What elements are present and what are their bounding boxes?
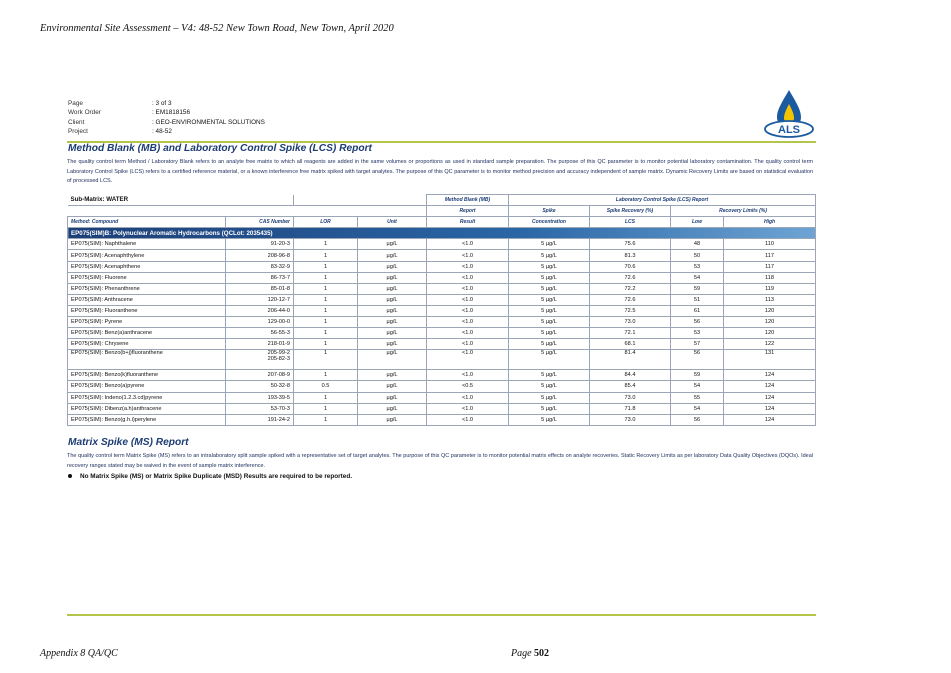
cell-concentration: 5 µg/L bbox=[509, 283, 590, 294]
cell-high: 117 bbox=[724, 250, 816, 261]
cell-compound: EP075(SIM): Fluoranthene bbox=[68, 305, 226, 316]
cell-lor: 1 bbox=[294, 350, 358, 370]
cell-compound: EP075(SIM): Naphthalene bbox=[68, 239, 226, 250]
cas-number-primary: 205-99-2 bbox=[267, 350, 290, 357]
cell-lcs: 72.2 bbox=[590, 283, 671, 294]
cell-lor: 1 bbox=[294, 294, 358, 305]
footer-appendix: Appendix 8 QA/QC bbox=[40, 648, 118, 659]
cell-high: 124 bbox=[724, 370, 816, 381]
sub-matrix bbox=[68, 195, 294, 206]
cell-lor: 1 bbox=[294, 272, 358, 283]
cell-result: <1.0 bbox=[427, 392, 509, 403]
cell-unit: µg/L bbox=[358, 250, 427, 261]
cell-lcs: 71.8 bbox=[590, 403, 671, 414]
meta-value: : 48-52 bbox=[152, 127, 172, 135]
group-label: EP075(SIM)B: Polynuclear Aromatic Hydrocarbons (QCLot: 2035435) bbox=[68, 228, 816, 239]
cell-unit: µg/L bbox=[358, 317, 427, 328]
cell-result: <1.0 bbox=[427, 261, 509, 272]
cell-high: 124 bbox=[724, 392, 816, 403]
cell-low: 54 bbox=[671, 272, 724, 283]
cell-compound: EP075(SIM): Acenaphthene bbox=[68, 261, 226, 272]
sub-matrix-value: WATER bbox=[106, 196, 129, 204]
meta-row-project bbox=[68, 127, 265, 136]
cell-lcs: 72.6 bbox=[590, 272, 671, 283]
cell-concentration: 5 µg/L bbox=[509, 272, 590, 283]
cell-lcs: 81.4 bbox=[590, 350, 671, 370]
cell-lcs: 81.3 bbox=[590, 250, 671, 261]
cell-low: 59 bbox=[671, 283, 724, 294]
footer-page bbox=[511, 648, 549, 659]
cell-concentration: 5 µg/L bbox=[509, 239, 590, 250]
meta-row-work-order bbox=[68, 108, 265, 117]
ms-bullet bbox=[68, 473, 352, 480]
cell-high: 110 bbox=[724, 239, 816, 250]
als-logo bbox=[763, 88, 815, 140]
cell-unit: µg/L bbox=[358, 294, 427, 305]
meta-label: Client bbox=[68, 118, 85, 126]
cell-low: 56 bbox=[671, 317, 724, 328]
cell-lcs: 72.6 bbox=[590, 294, 671, 305]
header-mb-report: Report bbox=[427, 206, 509, 217]
cell-result: <1.0 bbox=[427, 339, 509, 350]
table-row bbox=[68, 294, 816, 305]
cell-high: 118 bbox=[724, 272, 816, 283]
col-low: Low bbox=[671, 217, 724, 228]
cell-low: 57 bbox=[671, 339, 724, 350]
cell-cas-number: 91-20-3 bbox=[226, 239, 294, 250]
table-row bbox=[68, 283, 816, 294]
cell-unit: µg/L bbox=[358, 381, 427, 392]
meta-label: Project bbox=[68, 127, 88, 135]
cell-low: 53 bbox=[671, 328, 724, 339]
table-header-row-1 bbox=[68, 195, 816, 206]
cell-cas-number: 53-70-3 bbox=[226, 403, 294, 414]
cell-cas-number: 193-39-5 bbox=[226, 392, 294, 403]
cell-cas-number: 208-96-8 bbox=[226, 250, 294, 261]
cell-low: 56 bbox=[671, 350, 724, 370]
ms-section-description: The quality control term Matrix Spike (MS) refers to an intralaboratory split sample spiked with a representative set of target analytes. The purpose of this QC parameter is to monitor potential matrix effects on analyte recoveries. Static Recovery Limits as per laboratory Data Quality Objectives (DQOs). Ideal recovery ranges stated may be waived in the event of sample matrix interference. bbox=[67, 453, 813, 469]
table-body bbox=[68, 239, 816, 425]
cell-compound: EP075(SIM): Benzo(b+j)fluoranthene bbox=[68, 350, 226, 370]
table-row bbox=[68, 239, 816, 250]
cell-lcs: 75.6 bbox=[590, 239, 671, 250]
col-concentration: Concentration bbox=[509, 217, 590, 228]
header-method-blank: Method Blank (MB) bbox=[427, 195, 509, 206]
cell-lcs: 73.0 bbox=[590, 392, 671, 403]
cell-high: 117 bbox=[724, 261, 816, 272]
cell-high: 124 bbox=[724, 381, 816, 392]
cell-cas-number: 206-44-0 bbox=[226, 305, 294, 316]
als-logo-text: ALS bbox=[778, 124, 800, 136]
cell-lor: 1 bbox=[294, 305, 358, 316]
cell-lor: 1 bbox=[294, 283, 358, 294]
document-header: Environmental Site Assessment – V4: 48-52 New Town Road, New Town, April 2020 bbox=[40, 23, 394, 34]
cell-lcs: 84.4 bbox=[590, 370, 671, 381]
lcs-section-title: Method Blank (MB) and Laboratory Control Spike (LCS) Report bbox=[68, 143, 372, 154]
cell-low: 56 bbox=[671, 414, 724, 425]
cell-lcs: 72.5 bbox=[590, 305, 671, 316]
cell-high: 113 bbox=[724, 294, 816, 305]
header-spike-recovery: Spike Recovery (%) bbox=[590, 206, 671, 217]
cell-lcs: 72.1 bbox=[590, 328, 671, 339]
cell-unit: µg/L bbox=[358, 414, 427, 425]
cell-unit: µg/L bbox=[358, 392, 427, 403]
cell-unit: µg/L bbox=[358, 305, 427, 316]
cell-cas-number bbox=[226, 350, 294, 370]
table-row bbox=[68, 414, 816, 425]
cell-lor: 1 bbox=[294, 370, 358, 381]
cell-high: 122 bbox=[724, 339, 816, 350]
lcs-section-description: The quality control term Method / Laboratory Blank refers to an analyte free matrix to which all reagents are added in the same volumes or proportions as used in standard sample preparation. The purpose of this QC parameter is to monitor potential laboratory contamination. The quality control term Laboratory Control Spike (LCS) refers to a certified reference material, or a known interference free matrix spiked with target analytes. The purpose of this QC parameter is to monitor method precision and accuracy independent of sample matrix. Dynamic Recovery Limits are based on statistical evaluation of processed LCS. bbox=[67, 159, 813, 185]
cell-unit: µg/L bbox=[358, 272, 427, 283]
table-row bbox=[68, 317, 816, 328]
cell-result: <1.0 bbox=[427, 328, 509, 339]
cell-low: 55 bbox=[671, 392, 724, 403]
cas-number-secondary: 205-82-3 bbox=[267, 356, 290, 363]
col-lor: LOR bbox=[294, 217, 358, 228]
cell-result: <0.5 bbox=[427, 381, 509, 392]
footer-page-label: Page bbox=[511, 648, 532, 659]
col-result: Result bbox=[427, 217, 509, 228]
cell-lcs: 70.6 bbox=[590, 261, 671, 272]
cell-cas-number: 191-24-2 bbox=[226, 414, 294, 425]
cell-lcs: 85.4 bbox=[590, 381, 671, 392]
group-row bbox=[68, 228, 816, 239]
table-row bbox=[68, 305, 816, 316]
cell-high: 120 bbox=[724, 305, 816, 316]
table-header-row-3 bbox=[68, 217, 816, 228]
cell-unit: µg/L bbox=[358, 328, 427, 339]
table-row bbox=[68, 261, 816, 272]
cell-lor: 0.5 bbox=[294, 381, 358, 392]
cell-unit: µg/L bbox=[358, 403, 427, 414]
col-lcs: LCS bbox=[590, 217, 671, 228]
ms-bullet-text: No Matrix Spike (MS) or Matrix Spike Duplicate (MSD) Results are required to be reported. bbox=[80, 473, 353, 480]
cell-unit: µg/L bbox=[358, 339, 427, 350]
cell-concentration: 5 µg/L bbox=[509, 370, 590, 381]
cell-result: <1.0 bbox=[427, 317, 509, 328]
cell-concentration: 5 µg/L bbox=[509, 317, 590, 328]
cell-compound: EP075(SIM): Fluorene bbox=[68, 272, 226, 283]
cell-compound: EP075(SIM): Acenaphthylene bbox=[68, 250, 226, 261]
cell-result: <1.0 bbox=[427, 403, 509, 414]
ms-section-title: Matrix Spike (MS) Report bbox=[68, 437, 189, 448]
cell-compound: EP075(SIM): Benzo(g.h.i)perylene bbox=[68, 414, 226, 425]
header-spacer bbox=[68, 206, 427, 217]
cell-result: <1.0 bbox=[427, 250, 509, 261]
cell-compound: EP075(SIM): Indeno(1.2.3.cd)pyrene bbox=[68, 392, 226, 403]
cell-high: 124 bbox=[724, 403, 816, 414]
meta-value: : 3 of 3 bbox=[152, 100, 172, 107]
header-recovery-limits: Recovery Limits (%) bbox=[671, 206, 816, 217]
cell-cas-number: 85-01-8 bbox=[226, 283, 294, 294]
col-cas-number: CAS Number bbox=[226, 217, 294, 228]
cell-cas-number: 207-08-9 bbox=[226, 370, 294, 381]
table-row bbox=[68, 328, 816, 339]
cell-cas-number: 83-32-9 bbox=[226, 261, 294, 272]
cell-cas-number: 129-00-0 bbox=[226, 317, 294, 328]
cell-result: <1.0 bbox=[427, 272, 509, 283]
cell-lor: 1 bbox=[294, 250, 358, 261]
cell-low: 51 bbox=[671, 294, 724, 305]
cell-lor: 1 bbox=[294, 261, 358, 272]
cell-result: <1.0 bbox=[427, 414, 509, 425]
cell-concentration: 5 µg/L bbox=[509, 328, 590, 339]
cell-compound: EP075(SIM): Pyrene bbox=[68, 317, 226, 328]
cell-unit: µg/L bbox=[358, 370, 427, 381]
cell-high: 119 bbox=[724, 283, 816, 294]
cell-lor: 1 bbox=[294, 392, 358, 403]
cell-lcs: 73.0 bbox=[590, 414, 671, 425]
cell-unit: µg/L bbox=[358, 261, 427, 272]
cell-cas-number: 56-55-3 bbox=[226, 328, 294, 339]
cell-unit: µg/L bbox=[358, 239, 427, 250]
cell-result: <1.0 bbox=[427, 370, 509, 381]
cell-high: 120 bbox=[724, 317, 816, 328]
table-row bbox=[68, 272, 816, 283]
meta-row-client bbox=[68, 118, 265, 127]
header-lcs-report: Laboratory Control Spike (LCS) Report bbox=[509, 195, 816, 206]
footer-page-number: 502 bbox=[534, 648, 550, 659]
header-spacer bbox=[294, 195, 427, 206]
cell-concentration: 5 µg/L bbox=[509, 294, 590, 305]
cell-lor: 1 bbox=[294, 239, 358, 250]
meta-label: Page bbox=[68, 100, 83, 107]
cell-compound: EP075(SIM): Anthracene bbox=[68, 294, 226, 305]
cell-lor: 1 bbox=[294, 403, 358, 414]
cell-concentration: 5 µg/L bbox=[509, 392, 590, 403]
table-row bbox=[68, 350, 816, 370]
table-row bbox=[68, 392, 816, 403]
cell-high: 124 bbox=[724, 414, 816, 425]
cell-result: <1.0 bbox=[427, 305, 509, 316]
table-row bbox=[68, 339, 816, 350]
meta-row-page bbox=[68, 99, 265, 108]
cell-concentration: 5 µg/L bbox=[509, 414, 590, 425]
cell-lor: 1 bbox=[294, 339, 358, 350]
cell-low: 54 bbox=[671, 381, 724, 392]
cell-cas-number: 218-01-9 bbox=[226, 339, 294, 350]
cell-result: <1.0 bbox=[427, 350, 509, 370]
cell-lcs: 73.0 bbox=[590, 317, 671, 328]
cell-result: <1.0 bbox=[427, 283, 509, 294]
cell-concentration: 5 µg/L bbox=[509, 305, 590, 316]
cell-result: <1.0 bbox=[427, 294, 509, 305]
cell-low: 61 bbox=[671, 305, 724, 316]
cell-concentration: 5 µg/L bbox=[509, 339, 590, 350]
bullet-dot-icon bbox=[68, 474, 72, 478]
cell-unit: µg/L bbox=[358, 350, 427, 370]
col-unit: Unit bbox=[358, 217, 427, 228]
meta-value: : GEO-ENVIRONMENTAL SOLUTIONS bbox=[152, 118, 265, 126]
report-meta bbox=[68, 99, 265, 136]
cell-low: 53 bbox=[671, 261, 724, 272]
cell-compound: EP075(SIM): Phenanthrene bbox=[68, 283, 226, 294]
meta-value: : EM1818156 bbox=[152, 109, 191, 117]
mb-lcs-table bbox=[67, 194, 816, 426]
cell-cas-number: 86-73-7 bbox=[226, 272, 294, 283]
cell-compound: EP075(SIM): Benzo(a)pyrene bbox=[68, 381, 226, 392]
cell-concentration: 5 µg/L bbox=[509, 403, 590, 414]
cell-compound: EP075(SIM): Benzo(k)fluoranthene bbox=[68, 370, 226, 381]
cell-high: 131 bbox=[724, 350, 816, 370]
cell-lcs: 68.1 bbox=[590, 339, 671, 350]
cell-unit: µg/L bbox=[358, 283, 427, 294]
cell-low: 48 bbox=[671, 239, 724, 250]
meta-label: Work Order bbox=[68, 109, 101, 117]
table-header-row-2 bbox=[68, 206, 816, 217]
cell-low: 50 bbox=[671, 250, 724, 261]
cell-lor: 1 bbox=[294, 317, 358, 328]
cell-lor: 1 bbox=[294, 414, 358, 425]
table-row bbox=[68, 403, 816, 414]
cell-concentration: 5 µg/L bbox=[509, 350, 590, 370]
col-compound: Method: Compound bbox=[68, 217, 226, 228]
cell-low: 59 bbox=[671, 370, 724, 381]
cell-compound: EP075(SIM): Dibenz(a.h)anthracene bbox=[68, 403, 226, 414]
cell-result: <1.0 bbox=[427, 239, 509, 250]
cell-compound: EP075(SIM): Benz(a)anthracene bbox=[68, 328, 226, 339]
col-high: High bbox=[724, 217, 816, 228]
table-row bbox=[68, 381, 816, 392]
cell-cas-number: 50-32-8 bbox=[226, 381, 294, 392]
sub-matrix-label: Sub-Matrix: bbox=[70, 196, 105, 204]
header-spike: Spike bbox=[509, 206, 590, 217]
table-row bbox=[68, 250, 816, 261]
cell-compound: EP075(SIM): Chrysene bbox=[68, 339, 226, 350]
footer-divider bbox=[67, 614, 816, 616]
table-row bbox=[68, 370, 816, 381]
cell-concentration: 5 µg/L bbox=[509, 261, 590, 272]
cell-lor: 1 bbox=[294, 328, 358, 339]
cell-high: 120 bbox=[724, 328, 816, 339]
cell-low: 54 bbox=[671, 403, 724, 414]
cell-concentration: 5 µg/L bbox=[509, 250, 590, 261]
cell-cas-number: 120-12-7 bbox=[226, 294, 294, 305]
cell-concentration: 5 µg/L bbox=[509, 381, 590, 392]
